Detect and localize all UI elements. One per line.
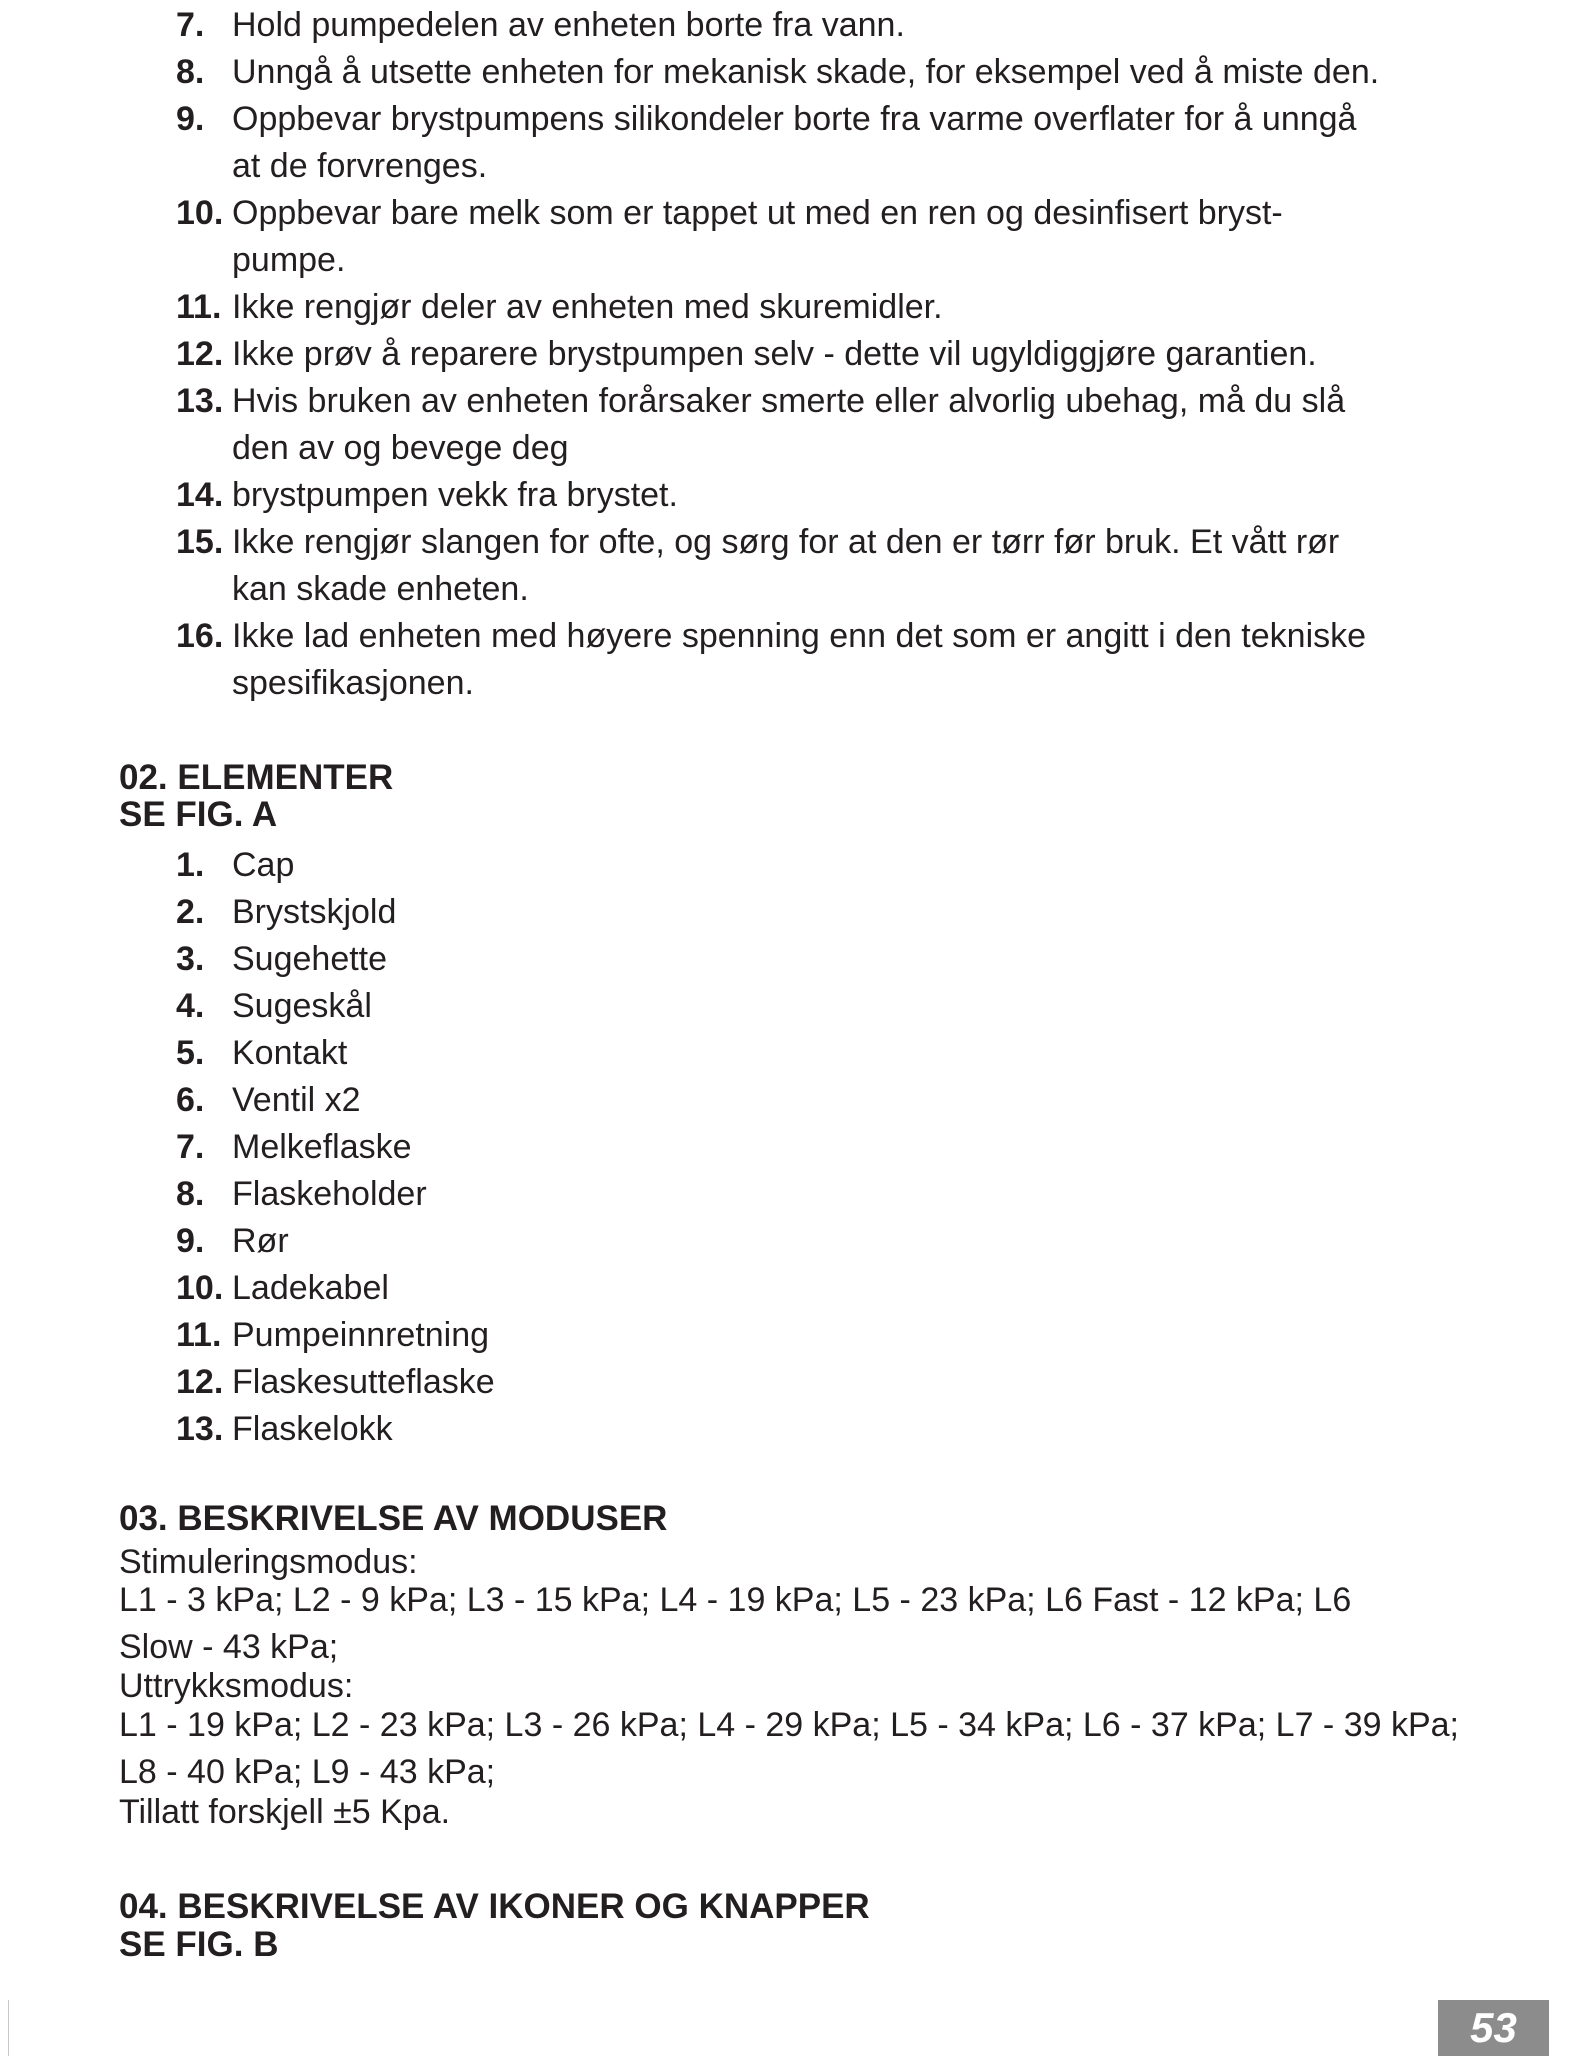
list-item [0, 1218, 575, 1265]
item-number: 12. [176, 335, 224, 373]
list-item [0, 331, 1459, 378]
item-text: Ladekabel [232, 1269, 389, 1307]
section-subheading-fig-b: SE FIG. B [119, 1925, 279, 1964]
item-number: 1. [176, 846, 205, 884]
item-text: Ikke rengjør deler av enheten med skuremidler. [232, 288, 943, 326]
list-item [0, 378, 1459, 472]
list-item [0, 1030, 575, 1077]
item-text: Pumpeinnretning [232, 1316, 490, 1354]
item-number: 7. [176, 6, 205, 44]
item-number: 15. [176, 523, 224, 561]
item-text-continued: kan skade enheten. [232, 570, 529, 608]
item-text-continued: den av og bevege deg [232, 429, 569, 467]
modes-line: L8 - 40 kPa; L9 - 43 kPa; [119, 1753, 496, 1791]
list-item [0, 1406, 575, 1453]
section-heading-elements: 02. ELEMENTER [119, 758, 394, 797]
section-heading-icons: 04. BESKRIVELSE AV IKONER OG KNAPPER [119, 1887, 870, 1926]
item-number: 10. [176, 1269, 224, 1307]
modes-line: Stimuleringsmodus: [119, 1543, 418, 1581]
modes-line: L1 - 19 kPa; L2 - 23 kPa; L3 - 26 kPa; L4 - 29 kPa; L5 - 34 kPa; L6 - 37 kPa; L7 - 39 kPa; [119, 1706, 1459, 1744]
item-number: 3. [176, 940, 205, 978]
item-text: Flaskesutteflaske [232, 1363, 495, 1401]
list-item [0, 1171, 575, 1218]
list-item [0, 1359, 575, 1406]
list-item [0, 1312, 575, 1359]
item-text: brystpumpen vekk fra brystet. [232, 476, 678, 514]
elements-list [0, 842, 575, 1453]
item-text: Ikke rengjør slangen for ofte, og sørg for at den er tørr før bruk. Et vått rør [232, 523, 1340, 561]
item-number: 13. [176, 382, 224, 420]
modes-line: Slow - 43 kPa; [119, 1628, 339, 1666]
item-text: Flaskelokk [232, 1410, 393, 1448]
item-number: 5. [176, 1034, 205, 1072]
item-text: Rør [232, 1222, 289, 1260]
item-text: Flaskeholder [232, 1175, 427, 1213]
list-item [0, 936, 575, 983]
item-text: Hvis bruken av enheten forårsaker smerte eller alvorlig ubehag, må du slå [232, 382, 1346, 420]
item-text-continued: pumpe. [232, 241, 346, 279]
modes-line: L1 - 3 kPa; L2 - 9 kPa; L3 - 15 kPa; L4 - 19 kPa; L5 - 23 kPa; L6 Fast - 12 kPa; L6 [119, 1581, 1352, 1619]
list-item [0, 613, 1459, 707]
item-number: 12. [176, 1363, 224, 1401]
item-text-continued: at de forvrenges. [232, 147, 488, 185]
item-text: Ikke prøv å reparere brystpumpen selv - dette vil ugyldiggjøre garantien. [232, 335, 1317, 373]
list-item [0, 472, 1459, 519]
modes-line: Tillatt forskjell ±5 Kpa. [119, 1793, 451, 1831]
item-number: 13. [176, 1410, 224, 1448]
modes-line: Uttrykksmodus: [119, 1667, 354, 1705]
precautions-list [0, 2, 1459, 707]
list-item [0, 983, 575, 1030]
item-text: Oppbevar bare melk som er tappet ut med en ren og desinfisert bryst- [232, 194, 1283, 232]
list-item [0, 2, 1459, 49]
item-number: 6. [176, 1081, 205, 1119]
item-number: 9. [176, 100, 205, 138]
item-text: Oppbevar brystpumpens silikondeler borte fra varme overflater for å unngå [232, 100, 1357, 138]
page-edge-rule [8, 2000, 9, 2056]
item-number: 14. [176, 476, 224, 514]
item-number: 11. [176, 1316, 222, 1354]
list-item [0, 519, 1459, 613]
list-item [0, 889, 575, 936]
item-text: Unngå å utsette enheten for mekanisk skade, for eksempel ved å miste den. [232, 53, 1380, 91]
item-number: 16. [176, 617, 224, 655]
item-text: Ventil x2 [232, 1081, 361, 1119]
list-item [0, 284, 1459, 331]
item-text: Kontakt [232, 1034, 348, 1072]
item-number: 10. [176, 194, 224, 232]
list-item [0, 96, 1459, 190]
item-text: Brystskjold [232, 893, 397, 931]
item-number: 2. [176, 893, 205, 931]
item-number: 4. [176, 987, 205, 1025]
item-text: Sugeskål [232, 987, 372, 1025]
section-heading-modes: 03. BESKRIVELSE AV MODUSER [119, 1499, 668, 1538]
section-subheading-fig-a: SE FIG. A [119, 795, 278, 834]
list-item [0, 190, 1459, 284]
item-text: Cap [232, 846, 295, 884]
list-item [0, 1124, 575, 1171]
item-text: Ikke lad enheten med høyere spenning enn det som er angitt i den tekniske [232, 617, 1367, 655]
item-number: 11. [176, 288, 222, 326]
item-text-continued: spesifikasjonen. [232, 664, 474, 702]
list-item [0, 1077, 575, 1124]
item-text: Hold pumpedelen av enheten borte fra vann. [232, 6, 905, 44]
item-text: Sugehette [232, 940, 388, 978]
item-number: 9. [176, 1222, 205, 1260]
list-item [0, 1265, 575, 1312]
list-item [0, 49, 1459, 96]
item-text: Melkeflaske [232, 1128, 412, 1166]
list-item [0, 842, 575, 889]
page-number: 53 [1438, 2000, 1549, 2056]
item-number: 7. [176, 1128, 205, 1166]
item-number: 8. [176, 1175, 205, 1213]
item-number: 8. [176, 53, 205, 91]
